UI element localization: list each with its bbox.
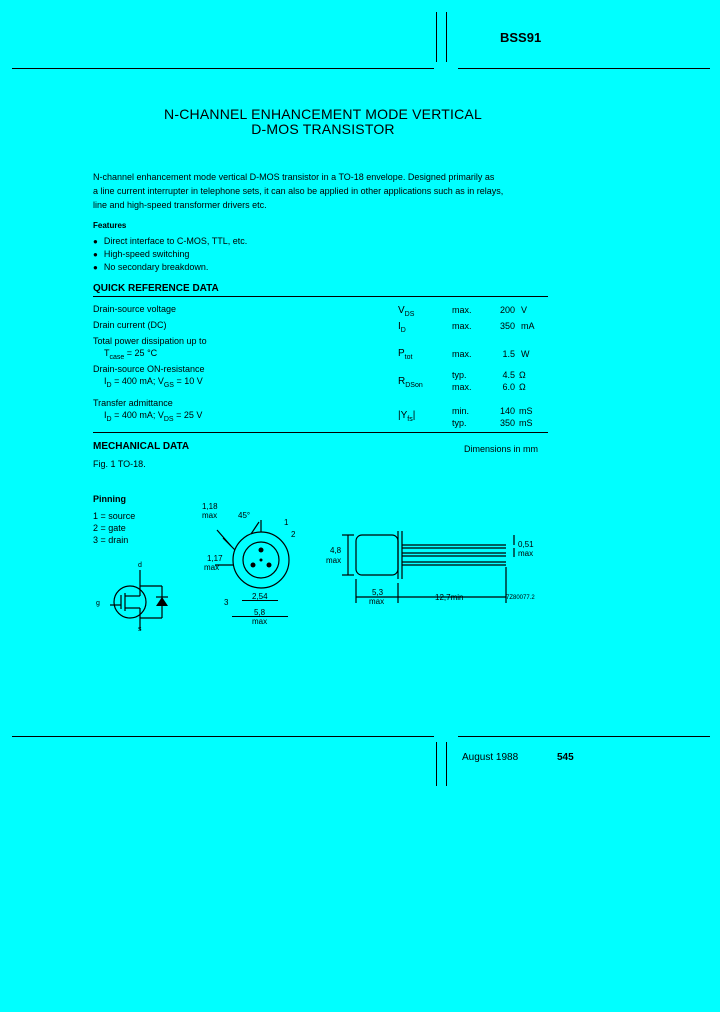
qr-param-4: Transfer admittance (93, 398, 173, 408)
qr-qual-4b: typ. (452, 418, 467, 428)
description-line-1: N-channel enhancement mode vertical D-MOS transistor in a TO-18 envelope. Designed primarily as (93, 172, 495, 182)
qr-value-3b: 6.0 (502, 382, 515, 392)
feature-item: ● High-speed switching (93, 248, 247, 261)
dim-58: 5,8 (254, 608, 266, 617)
qr-qual-1: max. (452, 321, 472, 331)
qr-qual-0: max. (452, 305, 472, 315)
pinning-heading: Pinning (93, 494, 126, 504)
pin-item: 1 = source (93, 511, 136, 521)
header-divider-b (446, 12, 447, 62)
qr-symbol-3: $R_{DSon}$ (398, 376, 423, 389)
dim-48-max: max (326, 556, 342, 565)
header-rule-right (458, 68, 710, 69)
drawing-code: 7Z80077.2 (506, 595, 535, 601)
footer-date: August 1988 (462, 752, 519, 763)
qr-symbol-2: $P_{tot}$ (398, 348, 413, 361)
title-line-1: N-CHANNEL ENHANCEMENT MODE VERTICAL (164, 106, 482, 122)
features-list (93, 235, 247, 274)
qr-condition-3: $I_D = 400$ mA; $V_{GS} = 10$ V (104, 376, 203, 389)
mechanical-heading: MECHANICAL DATA (93, 441, 190, 452)
header-divider-a (436, 12, 437, 62)
quick-reference-rule (93, 296, 548, 297)
page-number: 545 (557, 752, 574, 763)
qr-qual-2: max. (452, 349, 472, 359)
dim-58-max: max (252, 617, 268, 626)
pin-item: 2 = gate (93, 523, 126, 533)
qr-symbol-1: $I_D$ (398, 321, 406, 334)
qr-unit-2: W (521, 349, 530, 359)
qr-value-1: 350 (499, 321, 515, 331)
qr-condition-4: $I_D = 400$ mA; $V_{DS} = 25$ V (104, 410, 203, 423)
schematic-source-label: s (138, 626, 142, 633)
feature-item: ● No secondary breakdown. (93, 261, 247, 274)
qr-value-2: 1.5 (502, 349, 515, 359)
dim-117-max: max (204, 563, 220, 572)
dim-118: 1,18 (202, 502, 218, 511)
header-rule-left (12, 68, 434, 69)
footer-rule-left (12, 736, 434, 737)
dim-48: 4,8 (330, 546, 342, 555)
qr-param-0: Drain-source voltage (93, 304, 177, 314)
footer-divider-a (436, 742, 437, 786)
dim-118-max: max (202, 511, 218, 520)
dim-127: 12,7min (435, 593, 464, 602)
footer-divider-b (446, 742, 447, 786)
qr-unit-3b: Ω (519, 382, 526, 392)
dim-051: 0,51 (518, 540, 534, 549)
dim-254: 2,54 (252, 592, 268, 601)
part-number: BSS91 (500, 30, 542, 45)
dim-117: 1,17 (207, 554, 223, 563)
qr-value-4a: 140 (499, 406, 515, 416)
qr-unit-4b: mS (519, 418, 533, 428)
qr-qual-3a: typ. (452, 370, 467, 380)
title-line-2: D-MOS TRANSISTOR (251, 121, 395, 137)
dim-051-max: max (518, 549, 534, 558)
description (93, 170, 553, 212)
qr-param-2: Total power dissipation up to (93, 336, 207, 346)
qr-unit-1: mA (521, 321, 535, 331)
qr-value-3a: 4.5 (502, 370, 515, 380)
dimensions-note: Dimensions in mm (464, 444, 539, 454)
dim-angle: 45° (238, 511, 251, 520)
qr-qual-4a: min. (452, 406, 470, 416)
qr-symbol-0: $V_{DS}$ (398, 305, 415, 318)
qr-param-3: Drain-source ON-resistance (93, 364, 205, 374)
qr-condition-2: $T_{case} = 25$ °C (104, 348, 158, 361)
schematic-gate-label: g (96, 600, 100, 607)
pin-list (93, 510, 135, 546)
figure-caption: Fig. 1 TO-18. (93, 459, 146, 469)
qr-unit-0: V (521, 305, 528, 315)
pin-3-label: 3 (224, 598, 229, 607)
pin-2-label: 2 (291, 530, 296, 539)
quick-reference-heading: QUICK REFERENCE DATA (93, 283, 219, 294)
description-line-2: a line current interrupter in telephone sets, it can also be applied in other applications such as in relays, (93, 186, 504, 196)
qr-param-1: Drain current (DC) (93, 320, 167, 330)
dim-53-max: max (369, 597, 385, 606)
feature-item: ● Direct interface to C-MOS, TTL, etc. (93, 235, 247, 248)
features-heading: Features (93, 221, 127, 230)
qr-unit-4a: mS (519, 406, 533, 416)
pin-1-label: 1 (284, 518, 289, 527)
qr-symbol-4: $|Y_{fs}|$ (398, 410, 416, 423)
description-line-3: line and high-speed transformer drivers etc. (93, 200, 267, 210)
qr-value-4b: 350 (499, 418, 515, 428)
schematic-drain-label: d (138, 562, 142, 569)
qr-unit-3a: Ω (519, 370, 526, 380)
footer-rule-right (458, 736, 710, 737)
dim-53: 5,3 (372, 588, 384, 597)
mosfet-symbol (90, 560, 180, 640)
quick-reference-bottom-rule (93, 432, 548, 433)
qr-value-0: 200 (499, 305, 515, 315)
to18-end-view (215, 510, 305, 600)
pin-item: 3 = drain (93, 535, 129, 545)
qr-qual-3b: max. (452, 382, 472, 392)
